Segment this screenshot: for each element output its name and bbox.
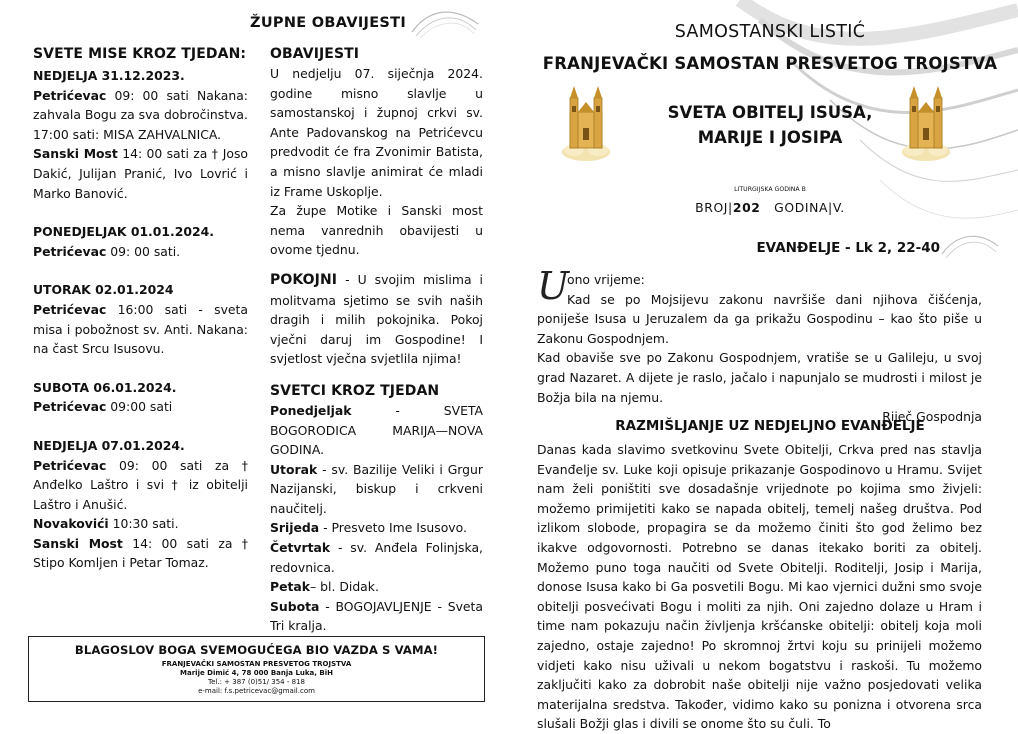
- liturgical-year: LITURGIJSKA GODINA B: [734, 186, 806, 193]
- gospel-paragraph: Kad se po Mojsijevu zakonu navršiše dani njihova čišćenja, poniješe Isusa u Jeruzalem da ga prikažu Gospodinu – kao što piše u Zakonu Gospodnjem.: [537, 291, 982, 346]
- masses-column: [33, 46, 248, 573]
- gospel-reading: [537, 264, 982, 427]
- mass-entry: Petrićevac 09:00 sati: [33, 399, 173, 415]
- saint-entry: Srijeda - Presveto Ime Isusovo.: [270, 520, 467, 536]
- reflection-title: RAZMIŠLJANJE UZ NEDJELJNO EVANĐELJE: [615, 418, 925, 434]
- mass-entry: Sanski Most 14: 00 sati za † Stipo Komljen i Petar Tomaz.: [33, 535, 248, 571]
- monastery-name: FRANJEVAČKI SAMOSTAN PRESVETOG TROJSTVA: [542, 54, 998, 73]
- decorative-swirl-left: [410, 2, 480, 42]
- parish-notices-header: ŽUPNE OBAVIJESTI: [250, 15, 407, 31]
- notice-paragraph: Za župe Motike i Sanski most nema vanrednih obavijesti u ovome tjednu.: [270, 203, 483, 258]
- footer-organization: FRANJEVAČKI SAMOSTAN PRESVETOG TROJSTVA: [161, 660, 352, 668]
- saint-entry: Utorak - sv. Bazilije Veliki i Grgur Nazijanski, biskup i crkveni naučitelj.: [270, 461, 483, 516]
- footer-phone: Tel.: + 387 (0)51/ 354 - 818: [208, 678, 305, 686]
- mass-day-date: NEDJELJA 07.01.2024.: [33, 437, 185, 453]
- mass-entry: 17:00 sati: MISA ZAHVALNICA.: [33, 126, 222, 142]
- gospel-title: EVANĐELJE - Lk 2, 22-40: [756, 240, 940, 256]
- mass-day-date: SUBOTA 06.01.2024.: [33, 379, 177, 395]
- saint-entry: Petak– bl. Didak.: [270, 579, 379, 595]
- mass-entry: Novakovići 10:30 sati.: [33, 516, 179, 532]
- notices-column: [270, 46, 483, 636]
- deceased-heading: POKOJNI: [270, 271, 338, 288]
- mass-entry: Sanski Most 14: 00 sati za † Joso Dakić, Julijan Pranić, Ivo Lovrić i Marko Banović.: [33, 146, 248, 201]
- mass-entry: Petrićevac 09: 00 sati Nakana: zahvala Bogu za sva dobročinstva.: [33, 87, 248, 123]
- reflection-text: Danas kada slavimo svetkovinu Svete Obitelji, Crkva pred nas stavlja Evanđelje sv. Luke koji opisuje prikazanje Gospodinovo u Hramu. Svijet nam želi poništiti sve dosadašnje vrijednote po kojima smo živjeli: možemo primijetiti kako se napada obitelj, temelj našeg društva. Pod izlikom slobode, propagira se da možemo činiti što god želimo bez ikakve odgovornosti. Potrebno se danas itekako boriti za obitelj. Možemo puno toga naučiti od Svete Obitelji. Roditelji, Josip i Marija, donose Isusa kako bi Ga posvetili Bogu. Mi kao vjernici dužni smo svoje obitelji posvećivati Bogu i moliti za njih. Oni zajedno dolaze u Hram i time nam pokazuju način življenja kršćanske obitelji: obitelj koja moli zajedno, ostaje zajedno! Po skromnoj žrtvi koju su prinijeli možemo vidjeti kako nisu uživali u nekom bogatstvu i raskoši. Tu možemo zaključiti kako za dobrobit naše obitelji nije važno posjedovati velika materijalna sredstva. Također, vidimo kako su ponizna i otvorena srca slušali Božji glas i divili se onome što su čuli. To: [537, 442, 982, 732]
- mass-day-date: PONEDJELJAK 01.01.2024.: [33, 224, 214, 240]
- deceased-section: POKOJNI - U svojim mislima i molitvama sjetimo se svih naših dragih i milih pokojnika. Pokoj vječni daruj im Gospodine! I svjetlost vječna svjetlila njima!: [270, 271, 483, 367]
- masses-heading: SVETE MISE KROZ TJEDAN:: [33, 46, 247, 62]
- saints-heading: SVETCI KROZ TJEDAN: [270, 382, 440, 399]
- gospel-intro: ono vrijeme:: [567, 272, 645, 287]
- bulletin-title: SAMOSTANSKI LISTIĆ: [674, 22, 866, 42]
- footer-address: Marije Dimić 4, 78 000 Banja Luka, BiH: [180, 669, 333, 677]
- mass-entry: Petrićevac 09: 00 sati.: [33, 243, 181, 259]
- gospel-closing: Riječ Gospodnja: [882, 409, 982, 425]
- year-value: V.: [832, 200, 845, 215]
- notice-paragraph: U nedjelju 07. siječnja 2024. godine misno slavlje u samostanskoj i župnoj crkvi sv. Ante Padovanskog na Petrićevcu predvodit će fra Zvonimir Batista, a misno slavlje animirat će mladi iz Frame Uskoplje.: [270, 66, 483, 199]
- mass-entry: Petrićevac 09: 00 sati za † Anđelko Laštro i svi † iz obitelji Laštro i Anušić.: [33, 457, 248, 512]
- blessing-text: BLAGOSLOV BOGA SVEMOGUĆEGA BIO VAZDA S VAMA!: [74, 643, 439, 657]
- notices-heading: OBAVIJESTI: [270, 46, 360, 62]
- mass-day-date: UTORAK 02.01.2024: [33, 282, 174, 298]
- mass-day-date: NEDJELJA 31.12.2023.: [33, 68, 185, 83]
- feast-title: SVETA OBITELJ ISUSA, MARIJE I JOSIPA: [667, 103, 873, 147]
- issue-number: 202: [732, 200, 761, 215]
- saint-entry: Četvrtak - sv. Anđela Folinjska, redovnica.: [270, 540, 483, 575]
- issue-info: BROJ|202 GODINA|V.: [695, 200, 845, 215]
- blessing-footer-box: [28, 636, 485, 702]
- footer-email[interactable]: e-mail: f.s.petricevac@gmail.com: [198, 687, 315, 695]
- saint-entry: Subota - BOGOJAVLJENJE - Sveta Tri kralja.: [270, 598, 483, 634]
- gospel-paragraph: Kad obaviše sve po Zakonu Gospodnjem, vratiše se u Galileju, u svoj grad Nazaret. A dijete je raslo, jačalo i napunjalo se mudrosti i milost je Božja bila na njemu.: [537, 350, 982, 405]
- saint-entry: Ponedjeljak - SVETA BOGORODICA MARIJA—NOVA GODINA.: [270, 402, 483, 458]
- gospel-dropcap: U: [537, 264, 570, 308]
- decorative-swirl-right: [940, 228, 1000, 262]
- mass-entry: Petrićevac 16:00 sati - sveta misa i pobožnost sv. Anti. Nakana: na čast Srcu Isusovu.: [33, 301, 248, 357]
